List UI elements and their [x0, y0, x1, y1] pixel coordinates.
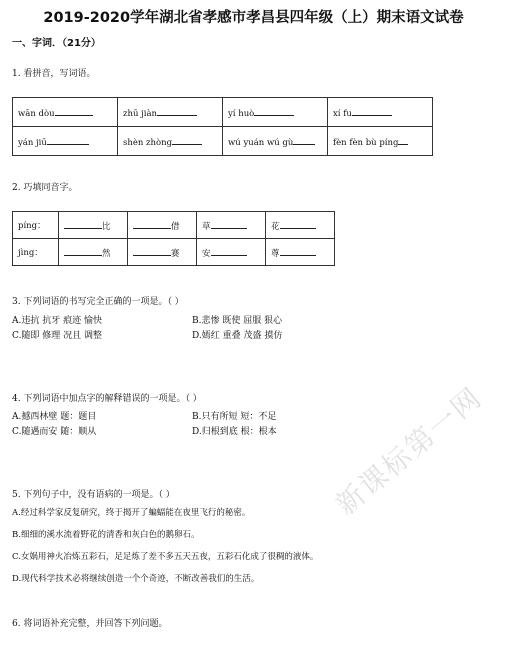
question-2-prompt: 2. 巧填同音字。 — [12, 183, 78, 193]
answer-blank — [398, 135, 408, 145]
option-c[interactable]: C.女娲用神火冶炼五彩石，足足炼了差不多五天五夜，五彩石化成了很稠的液体。 — [12, 552, 319, 562]
homophone-cell: 比 — [59, 212, 128, 239]
pinyin-cell: wú yuán wú gù — [223, 127, 328, 156]
option-d[interactable]: D.现代科学技术必将继续创造一个个奇迹，不断改善我们的生活。 — [12, 574, 260, 584]
row-label: jìng： — [13, 239, 59, 266]
answer-blank — [133, 246, 171, 256]
option-c[interactable]: C.随遇而安 随：顺从 — [12, 427, 97, 437]
answer-blank — [55, 106, 93, 116]
option-d[interactable]: D.嫣红 重叠 茂盛 摸仿 — [192, 331, 283, 341]
answer-blank — [133, 219, 171, 229]
option-b[interactable]: B.细细的溪水流着野花的清香和灰白色的鹅卵石。 — [12, 530, 200, 540]
option-c[interactable]: C.随即 修理 况且 调整 — [12, 331, 103, 341]
pinyin-cell: yán jiū — [13, 127, 118, 156]
question-6-prompt: 6. 将词语补充完整，并回答下列问题。 — [12, 619, 168, 629]
answer-blank — [293, 135, 315, 145]
option-row — [12, 327, 492, 342]
homophone-cell: 草 — [197, 212, 266, 239]
homophone-cell: 赛 — [128, 239, 197, 266]
homophone-cell: 花 — [266, 212, 335, 239]
watermark: 新课标第一网 — [329, 380, 489, 522]
pinyin-table — [12, 97, 433, 156]
table-row — [13, 212, 335, 239]
question-1-prompt: 1. 看拼音，写词语。 — [12, 69, 96, 79]
question-4-prompt: 4. 下列词语中加点字的解释错误的一项是。（ ） — [12, 394, 202, 404]
section-heading: 一、字词．（21分） — [12, 38, 101, 49]
option-a[interactable]: A.经过科学家反复研究，终于揭开了蝙蝠能在夜里飞行的秘密。 — [12, 508, 251, 518]
option-d[interactable]: D.归根到底 根：根本 — [192, 427, 277, 437]
option-b[interactable]: B.悲惨 既使 屈服 狠心 — [192, 316, 283, 326]
exam-title: 2019-2020学年湖北省孝感市孝昌县四年级（上）期末语文试卷 — [43, 10, 464, 26]
question-3-options — [12, 312, 492, 342]
answer-blank — [254, 106, 294, 116]
question-5-prompt: 5. 下列句子中，没有语病的一项是。（ ） — [12, 490, 175, 500]
answer-blank — [352, 106, 392, 116]
answer-blank — [280, 219, 316, 229]
answer-blank — [157, 106, 197, 116]
answer-blank — [172, 135, 202, 145]
homophone-cell: 尊 — [266, 239, 335, 266]
row-label: píng： — [13, 212, 59, 239]
table-row — [13, 98, 433, 127]
homophone-cell: 借 — [128, 212, 197, 239]
table-row — [13, 127, 433, 156]
answer-blank — [211, 219, 247, 229]
table-row — [13, 239, 335, 266]
option-a[interactable]: A.违抗 抗牙 痕迹 愉快 — [12, 316, 102, 326]
pinyin-cell: zhū jiàn — [118, 98, 223, 127]
answer-blank — [280, 246, 316, 256]
pinyin-cell: xí fu — [328, 98, 433, 127]
option-row — [12, 312, 492, 327]
question-3-prompt: 3. 下列词语的书写完全正确的一项是。（ ） — [12, 297, 184, 307]
option-b[interactable]: B.只有所短 短：不足 — [192, 412, 277, 422]
answer-blank — [64, 246, 102, 256]
pinyin-cell: wān dòu — [13, 98, 118, 127]
homophone-table — [12, 211, 335, 266]
pinyin-cell: fèn fèn bù píng — [328, 127, 433, 156]
answer-blank — [211, 246, 247, 256]
pinyin-cell: shèn zhòng — [118, 127, 223, 156]
option-a[interactable]: A.撼西林壁 题：题目 — [12, 412, 97, 422]
answer-blank — [64, 219, 102, 229]
homophone-cell: 安 — [197, 239, 266, 266]
answer-blank — [47, 135, 89, 145]
pinyin-cell: yí huò — [223, 98, 328, 127]
homophone-cell: 然 — [59, 239, 128, 266]
